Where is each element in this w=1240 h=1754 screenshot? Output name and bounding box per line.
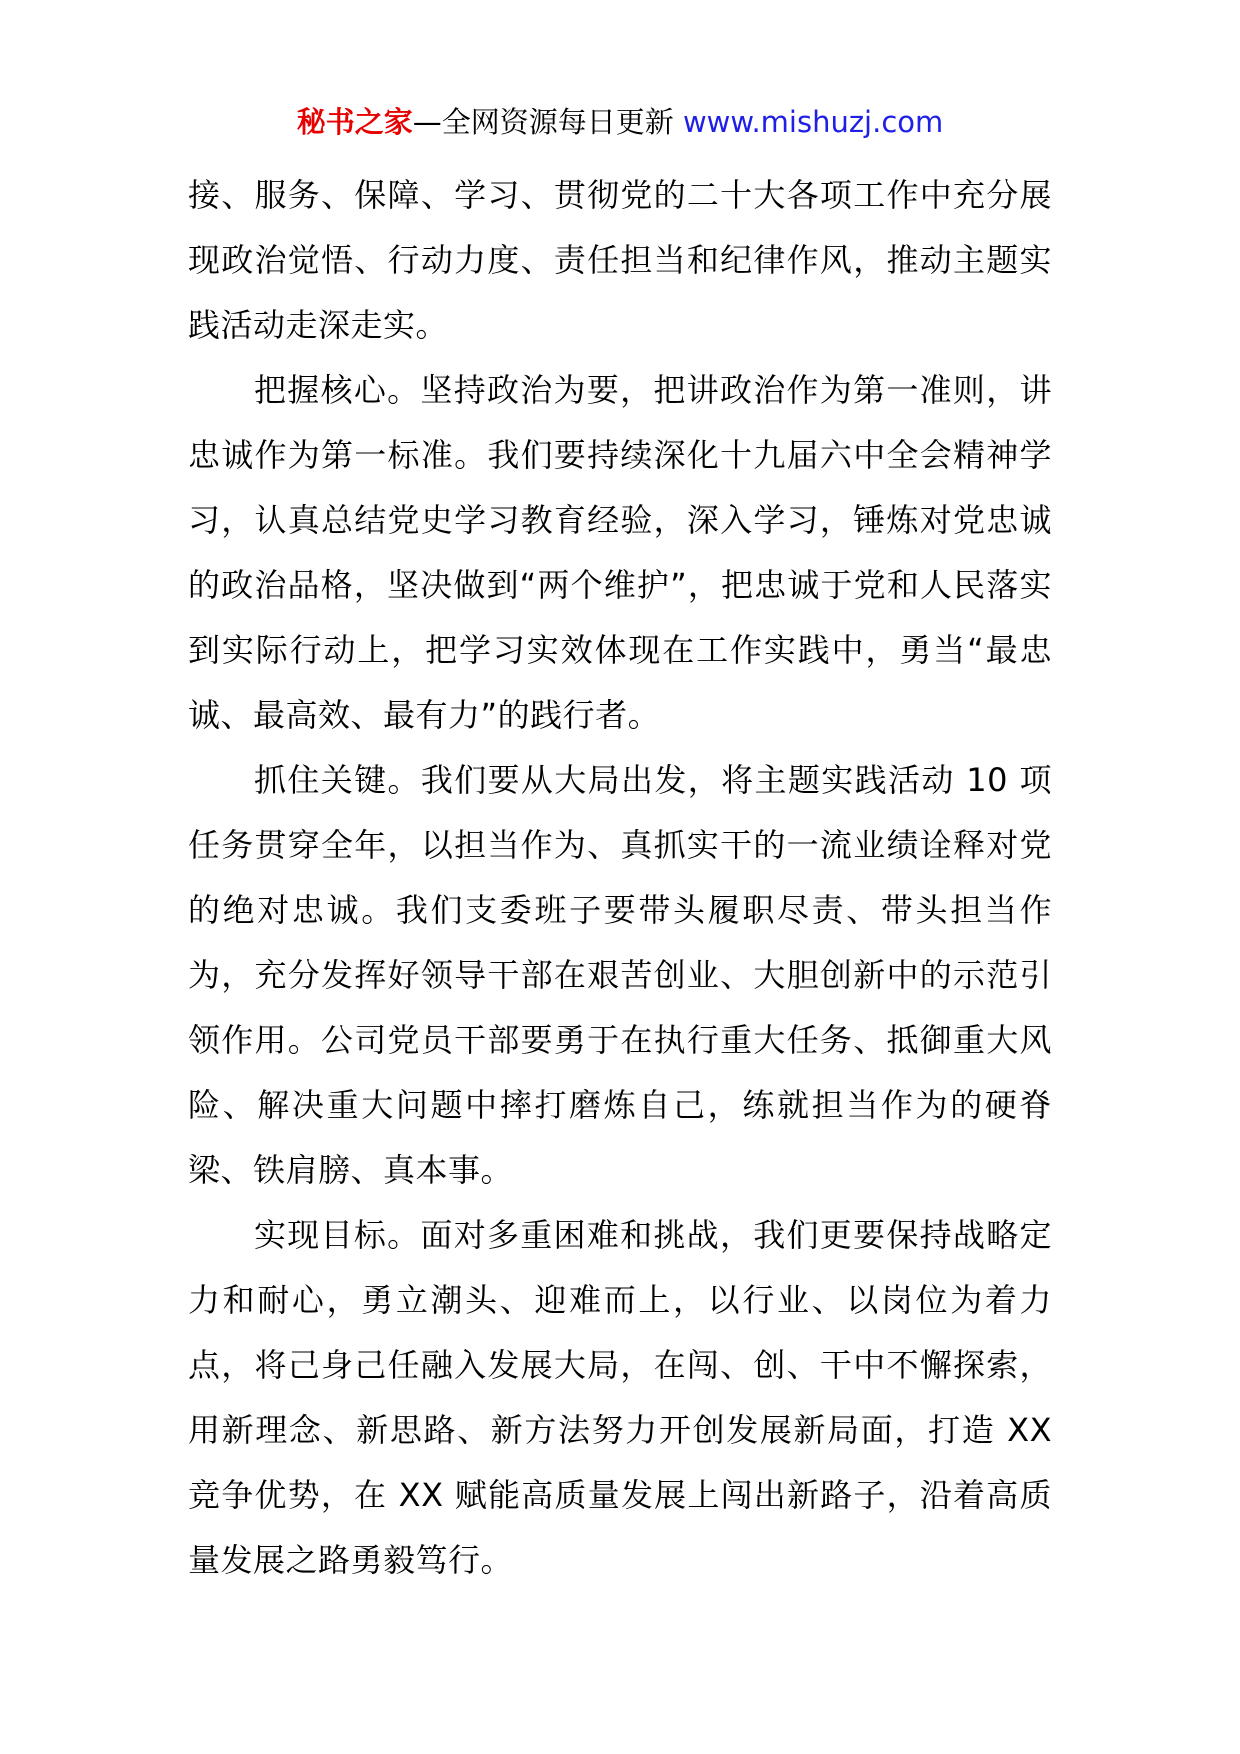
page-header: [0, 100, 1240, 144]
paragraph-key-points: 抓住关键。我们要从大局出发，将主题实践活动 10 项任务贯穿全年，以担当作为、真抓实干的一流业绩诠释对党的绝对忠诚。我们支委班子要带头履职尽责、带头担当作为，充分发挥好领导干部在艰苦创业、大胆创新中的示范引领作用。公司党员干部要勇于在执行重大任务、抵御重大风险、解决重大问题中摔打磨炼自己，练就担当作为的硬脊梁、铁肩膀、真本事。: [188, 761, 1052, 1189]
paragraph-achieve-goals: 实现目标。面对多重困难和挑战，我们更要保持战略定力和耐心，勇立潮头、迎难而上，以行业、以岗位为着力点，将己身己任融入发展大局，在闯、创、干中不懈探索，用新理念、新思路、新方法努力开创发展新局面，打造 XX 竞争优势，在 XX 赋能高质量发展上闯出新路子，沿着高质量发展之路勇毅笃行。: [188, 1216, 1052, 1579]
document-body: [188, 163, 1052, 1593]
site-url-link[interactable]: www.mishuzj.com: [682, 105, 944, 139]
paragraph-grasp-core: 把握核心。坚持政治为要，把讲政治作为第一准则，讲忠诚作为第一标准。我们要持续深化十九届六中全会精神学习，认真总结党史学习教育经验，深入学习，锤炼对党忠诚的政治品格，坚决做到“两个维护”，把忠诚于党和人民落实到实际行动上，把学习实效体现在工作实践中，勇当“最忠诚、最高效、最有力”的践行者。: [188, 371, 1052, 734]
site-brand: 秘书之家: [296, 105, 413, 139]
paragraph-continued: 接、服务、保障、学习、贯彻党的二十大各项工作中充分展现政治觉悟、行动力度、责任担当和纪律作风，推动主题实践活动走深走实。: [188, 176, 1052, 344]
site-tagline: —全网资源每日更新: [412, 105, 674, 139]
